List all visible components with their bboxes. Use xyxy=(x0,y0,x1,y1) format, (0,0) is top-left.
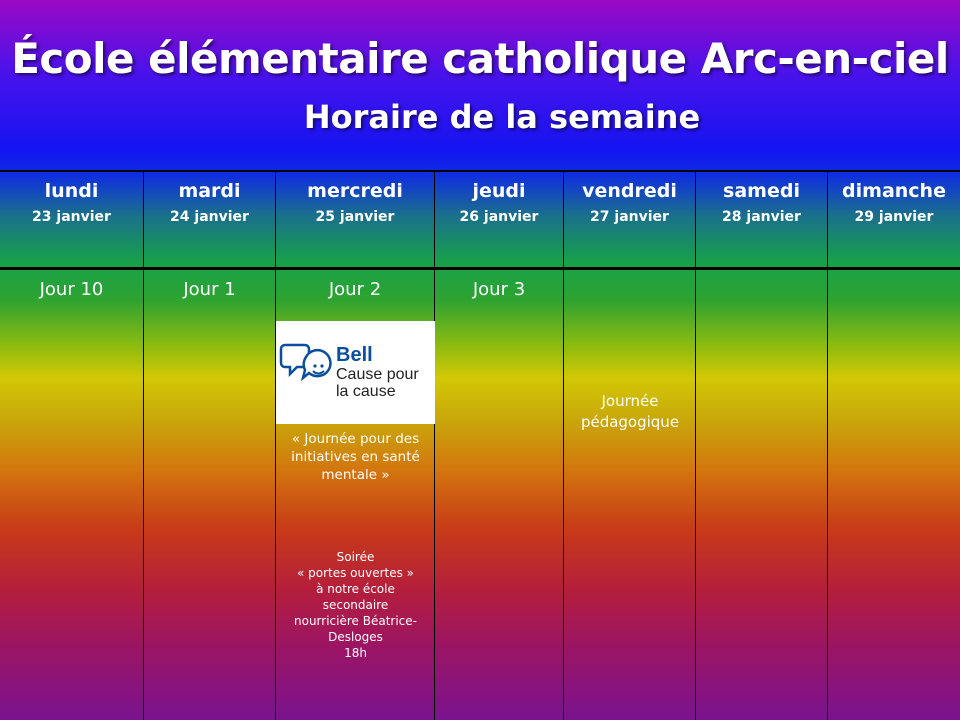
day-header-monday xyxy=(0,172,143,267)
bell-tagline-line2: la cause xyxy=(336,383,396,400)
day-name: vendredi xyxy=(582,180,677,202)
bell-cause-logo xyxy=(276,321,435,424)
bell-brand: Bell xyxy=(336,344,373,366)
event-line: Desloges xyxy=(328,630,383,644)
cycle-day-label: Jour 2 xyxy=(328,279,382,300)
day-date: 26 janvier xyxy=(459,209,539,225)
day-date: 28 janvier xyxy=(722,209,801,225)
schedule-subtitle: Horaire de la semaine xyxy=(303,98,701,136)
school-title: École élémentaire catholique Arc-en-ciel xyxy=(11,34,949,83)
day-name: jeudi xyxy=(472,180,526,202)
cycle-day-label: Jour 1 xyxy=(183,279,236,300)
bell-tagline-line1: Cause pour xyxy=(336,366,419,383)
event-line: nourricière Béatrice- xyxy=(294,614,417,628)
day-date: 29 janvier xyxy=(854,209,934,225)
day-date: 27 janvier xyxy=(590,209,669,225)
event-line: pédagogique xyxy=(580,413,680,431)
day-date: 25 janvier xyxy=(315,209,395,225)
day-header-thursday xyxy=(435,172,563,267)
event-line: Soirée xyxy=(336,550,375,564)
day-header-saturday xyxy=(696,172,827,267)
speech-bubbles-icon xyxy=(276,321,435,424)
day-header-tuesday xyxy=(144,172,275,267)
event-line: Journée xyxy=(601,392,659,410)
header-row-divider xyxy=(0,267,960,270)
day-header-friday xyxy=(564,172,695,267)
mental-health-day-event: « Journée pour des initiatives en santé mentale » xyxy=(291,431,420,483)
day-date: 23 janvier xyxy=(32,209,111,225)
event-line: 18h xyxy=(344,646,367,660)
event-line: secondaire xyxy=(322,598,389,612)
cycle-day-label: Jour 10 xyxy=(39,279,104,300)
day-name: dimanche xyxy=(842,180,946,202)
day-name: mardi xyxy=(178,180,241,202)
pedagogical-day-event xyxy=(564,391,696,433)
day-header-sunday xyxy=(828,172,960,267)
event-line: « portes ouvertes » xyxy=(296,566,415,580)
day-name: lundi xyxy=(44,180,99,202)
cycle-day-label: Jour 3 xyxy=(472,279,526,300)
open-house-event xyxy=(276,549,435,661)
day-name: mercredi xyxy=(307,180,403,202)
event-line: à notre école xyxy=(316,582,395,596)
day-date: 24 janvier xyxy=(170,209,249,225)
day-name: samedi xyxy=(723,180,800,202)
day-header-wednesday xyxy=(276,172,434,267)
